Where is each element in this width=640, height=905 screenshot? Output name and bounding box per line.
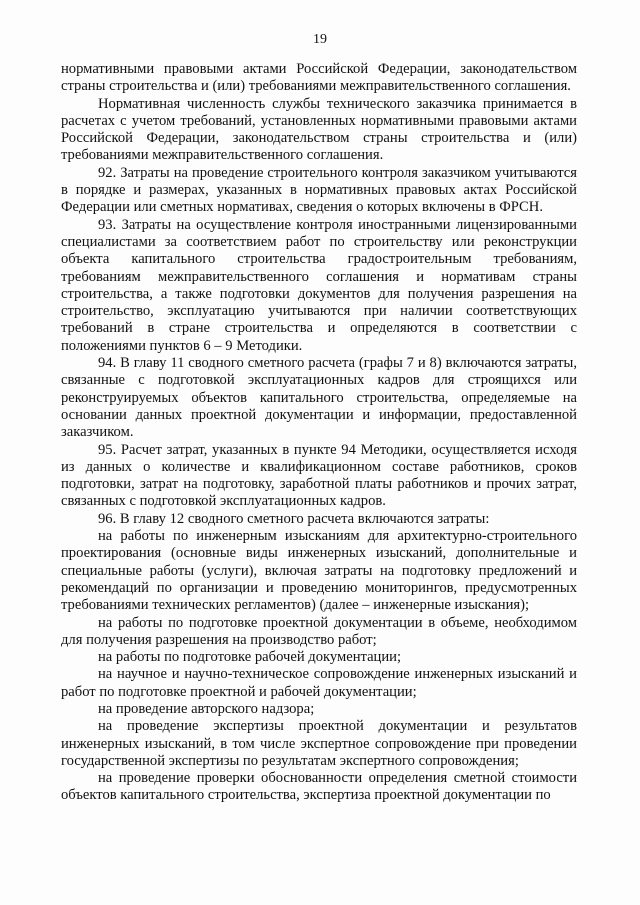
list-item-cost-verification: на проведение проверки обоснованности определения сметной стоимости объектов капитального строительства, экспертиза проектной документации по — [61, 770, 577, 804]
list-item-working-documentation: на работы по подготовке рабочей документации; — [98, 649, 402, 666]
list-item-scientific-support: на научное и научно-техническое сопровождение инженерных изысканий и работ по подготовке проектной и рабочей документации; — [61, 666, 577, 700]
paragraph-94: 94. В главу 11 сводного сметного расчета (графы 7 и 8) включаются затраты, связанные с подготовкой эксплуатационных кадров для строящихся или реконструируемых объектов капитального строительства, определяемые на основании данных проектной документации и информации, предоставленной заказчиком. — [61, 355, 577, 441]
paragraph-96: 96. В главу 12 сводного сметного расчета включаются затраты: — [98, 510, 490, 527]
paragraph-technical-customer-staffing: Нормативная численность службы технического заказчика принимается в расчетах с учетом требований, установленных нормативными правовыми актами Российской Федерации, законодательством страны строительства и (или) требованиями межправительственного соглашения. — [61, 95, 577, 164]
page-number: 19 — [313, 32, 327, 47]
paragraph-92: 92. Затраты на проведение строительного контроля заказчиком учитываются в порядке и размерах, указанных в нормативных правовых актах Российской Федерации или сметных нормативах, сведения о которых включены в ФРСН. — [61, 164, 577, 216]
document-body — [61, 61, 577, 805]
paragraph-93: 93. Затраты на осуществление контроля иностранными лицензированными специалистами за соответствием работ по строительству или реконструкции объекта капитального строительства градостроительным требованиям, требованиям межправительственного соглашения и нормативам страны строительства, а также подготовки документов для получения разрешения на строительство, эксплуатацию учитываются при наличии соответствующих требований в стране строительства и определяются в соответствии с положениями пунктов 6 – 9 Методики. — [61, 216, 577, 354]
paragraph-95: 95. Расчет затрат, указанных в пункте 94 Методики, осуществляется исходя из данных о количестве и квалификационном составе работников, сроков подготовки, затрат на подготовку, заработной платы работников и прочих затрат, связанных с подготовкой эксплуатационных кадров. — [61, 441, 577, 510]
list-item-engineering-surveys: на работы по инженерным изысканиям для архитектурно-строительного проектирования (основные виды инженерных изысканий, дополнительные и специальные работы (услуги), включая затраты на подготовку предложений и рекомендаций по организации и проведению мониторингов, предусмотренных требованиями технических регламентов) (далее – инженерные изыскания); — [61, 528, 577, 614]
list-item-expertise: на проведение экспертизы проектной документации и результатов инженерных изысканий, в том числе экспертное сопровождение при проведении государственной экспертизы по результатам экспертного сопровождения; — [61, 718, 577, 769]
list-item-author-supervision: на проведение авторского надзора; — [98, 700, 315, 717]
paragraph-continuation: нормативными правовыми актами Российской Федерации, законодательством страны строительства и (или) требованиями межправительственного соглашения. — [61, 61, 577, 95]
list-item-project-documentation: на работы по подготовке проектной документации в объеме, необходимом для получения разрешения на производство работ; — [61, 614, 577, 648]
